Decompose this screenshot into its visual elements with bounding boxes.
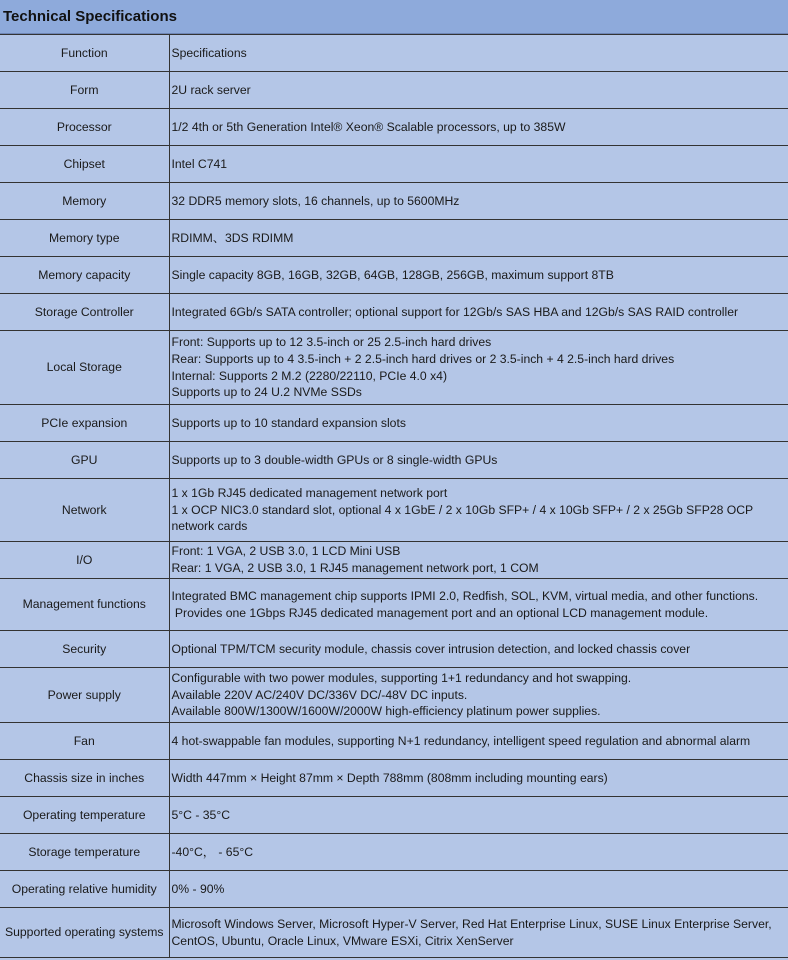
specification-line: Specifications xyxy=(171,45,247,60)
function-cell: Fan xyxy=(0,723,169,760)
specification-cell xyxy=(169,331,788,405)
specification-line: 1 x 1Gb RJ45 dedicated management network port xyxy=(171,486,448,501)
table-row xyxy=(0,668,788,723)
specification-cell xyxy=(169,405,788,442)
specification-cell xyxy=(169,579,788,631)
table-row xyxy=(0,72,788,109)
specification-line: 5°C - 35°C xyxy=(171,807,231,822)
specification-cell xyxy=(169,760,788,797)
function-cell: Storage temperature xyxy=(0,834,169,871)
specification-line: -40°C， - 65°C xyxy=(171,844,254,859)
sheet-title: Technical Specifications xyxy=(0,0,788,34)
function-cell: Power supply xyxy=(0,668,169,723)
specification-cell xyxy=(169,220,788,257)
table-row xyxy=(0,797,788,834)
function-cell: Storage Controller xyxy=(0,294,169,331)
table-row xyxy=(0,908,788,958)
specification-line: 4 hot-swappable fan modules, supporting N+1 redundancy, intelligent speed regulation and abnormal alarm xyxy=(171,733,751,748)
function-cell: Form xyxy=(0,72,169,109)
specification-cell xyxy=(169,834,788,871)
specification-cell xyxy=(169,479,788,542)
function-cell: Supported operating systems xyxy=(0,908,169,958)
function-cell: Processor xyxy=(0,109,169,146)
specification-line: Front: Supports up to 12 3.5-inch or 25 2.5-inch hard drives xyxy=(171,335,492,350)
specification-line: Front: 1 VGA, 2 USB 3.0, 1 LCD Mini USB xyxy=(171,544,401,559)
function-cell: Operating relative humidity xyxy=(0,871,169,908)
table-row xyxy=(0,442,788,479)
specification-line: 1 x OCP NIC3.0 standard slot, optional 4 x 1GbE / 2 x 10Gb SFP+ / 4 x 10Gb SFP+ / 2 x 25Gb SFP28 OCP xyxy=(171,502,754,517)
specification-line: Available 220V AC/240V DC/336V DC/-48V DC inputs. xyxy=(171,687,468,702)
specification-cell xyxy=(169,668,788,723)
specification-line: Rear: 1 VGA, 2 USB 3.0, 1 RJ45 management network port, 1 COM xyxy=(171,561,539,575)
specification-line: Optional TPM/TCM security module, chassis cover intrusion detection, and locked chassis cover xyxy=(171,641,691,656)
table-row xyxy=(0,723,788,760)
specification-cell xyxy=(169,72,788,109)
specification-line: Available 800W/1300W/1600W/2000W high-efficiency platinum power supplies. xyxy=(171,704,601,719)
specification-line: Intel C741 xyxy=(171,156,228,171)
specification-line: 32 DDR5 memory slots, 16 channels, up to 5600MHz xyxy=(171,193,460,208)
function-cell: Management functions xyxy=(0,579,169,631)
specification-cell xyxy=(169,797,788,834)
specification-cell xyxy=(169,109,788,146)
specification-line: Rear: Supports up to 4 3.5-inch + 2 2.5-inch hard drives or 2 3.5-inch + 4 2.5-inch hard drives xyxy=(171,351,675,366)
table-row xyxy=(0,871,788,908)
function-cell: Chassis size in inches xyxy=(0,760,169,797)
table-row xyxy=(0,331,788,405)
specification-cell xyxy=(169,294,788,331)
table-row xyxy=(0,35,788,72)
table-row xyxy=(0,631,788,668)
specification-cell xyxy=(169,871,788,908)
specification-line: 0% - 90% xyxy=(171,881,225,896)
specification-line: Internal: Supports 2 M.2 (2280/22110, PCIe 4.0 x4) xyxy=(171,368,448,383)
table-row xyxy=(0,760,788,797)
specification-line: Provides one 1Gbps RJ45 dedicated management port and an optional LCD management module. xyxy=(171,605,709,620)
specification-cell xyxy=(169,257,788,294)
specification-cell xyxy=(169,183,788,220)
specification-cell xyxy=(169,35,788,72)
specification-cell xyxy=(169,723,788,760)
specification-line: Microsoft Windows Server, Microsoft Hyper-V Server, Red Hat Enterprise Linux, SUSE Linux Enterprise Server, xyxy=(171,916,772,931)
table-row xyxy=(0,220,788,257)
specification-cell xyxy=(169,908,788,958)
specification-line: Configurable with two power modules, supporting 1+1 redundancy and hot swapping. xyxy=(171,671,632,686)
table-row xyxy=(0,257,788,294)
function-cell: Memory capacity xyxy=(0,257,169,294)
specification-cell xyxy=(169,146,788,183)
function-cell: I/O xyxy=(0,542,169,579)
function-cell: Memory type xyxy=(0,220,169,257)
specification-line: RDIMM、3DS RDIMM xyxy=(171,230,294,245)
table-row xyxy=(0,579,788,631)
table-row xyxy=(0,834,788,871)
specification-cell xyxy=(169,631,788,668)
specification-line: Integrated 6Gb/s SATA controller; optional support for 12Gb/s SAS HBA and 12Gb/s SAS RAID controller xyxy=(171,304,739,319)
function-cell: Function xyxy=(0,35,169,72)
table-row xyxy=(0,146,788,183)
spec-table-body xyxy=(0,35,788,958)
specification-cell xyxy=(169,542,788,579)
specification-line: Supports up to 24 U.2 NVMe SSDs xyxy=(171,385,362,400)
function-cell: Operating temperature xyxy=(0,797,169,834)
specification-line: CentOS, Ubuntu, Oracle Linux, VMware ESXi, Citrix XenServer xyxy=(171,933,514,948)
table-row xyxy=(0,542,788,579)
table-row xyxy=(0,183,788,220)
function-cell: Memory xyxy=(0,183,169,220)
table-row xyxy=(0,479,788,542)
specification-line: Supports up to 10 standard expansion slots xyxy=(171,415,406,430)
specification-line: Integrated BMC management chip supports IPMI 2.0, Redfish, SOL, KVM, virtual media, and other functions. xyxy=(171,588,759,603)
table-row xyxy=(0,294,788,331)
function-cell: PCIe expansion xyxy=(0,405,169,442)
specification-cell xyxy=(169,442,788,479)
function-cell: Chipset xyxy=(0,146,169,183)
specification-line: Width 447mm × Height 87mm × Depth 788mm (808mm including mounting ears) xyxy=(171,770,608,785)
function-cell: Local Storage xyxy=(0,331,169,405)
spec-table xyxy=(0,34,788,958)
function-cell: Security xyxy=(0,631,169,668)
specification-line: 2U rack server xyxy=(171,82,251,97)
function-cell: GPU xyxy=(0,442,169,479)
specification-line: network cards xyxy=(171,519,248,534)
table-row xyxy=(0,405,788,442)
specification-line: Supports up to 3 double-width GPUs or 8 single-width GPUs xyxy=(171,452,498,467)
specification-line: Single capacity 8GB, 16GB, 32GB, 64GB, 128GB, 256GB, maximum support 8TB xyxy=(171,267,614,282)
table-row xyxy=(0,109,788,146)
specification-line: 1/2 4th or 5th Generation Intel® Xeon® Scalable processors, up to 385W xyxy=(171,119,566,134)
function-cell: Network xyxy=(0,479,169,542)
